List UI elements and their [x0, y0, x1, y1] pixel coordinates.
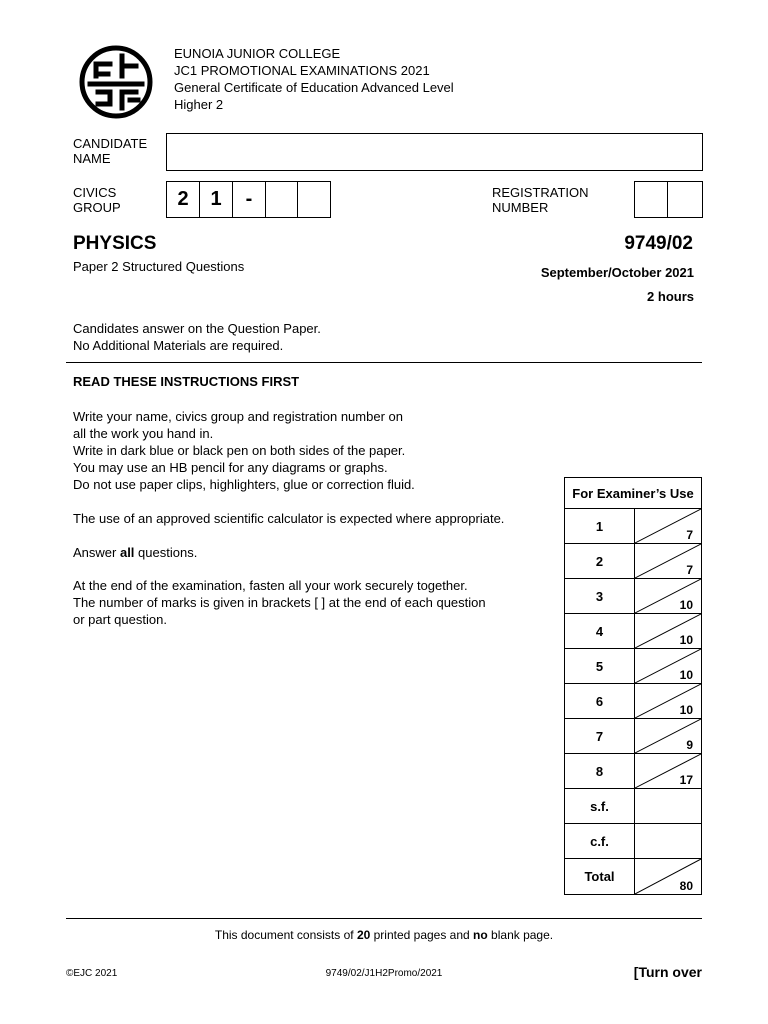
examiner-question-label: 6 [565, 684, 635, 718]
examiner-row [565, 684, 701, 719]
examiner-max-mark: 17 [679, 773, 693, 787]
certificate-title: General Certificate of Education Advanced Level [174, 80, 454, 95]
examiner-row [565, 754, 701, 789]
candidate-name-field[interactable] [166, 133, 703, 171]
civics-group-cell-2[interactable]: 1 [199, 181, 233, 218]
answer-all-instruction: Answer all questions. [73, 545, 198, 560]
examiner-question-label: 5 [565, 649, 635, 683]
examiner-max-mark: 10 [679, 703, 693, 717]
instructions-heading: READ THESE INSTRUCTIONS FIRST [73, 374, 300, 389]
divider-top [66, 362, 702, 363]
copyright: ©EJC 2021 [66, 968, 118, 979]
examiner-mark-cell[interactable] [635, 684, 701, 718]
examiner-row [565, 544, 701, 579]
registration-number-cell-2[interactable] [667, 181, 703, 218]
examiner-mark-cell[interactable] [635, 719, 701, 753]
end-instructions: At the end of the examination, fasten all your work securely together. The number of marks is given in brackets [ ] at the end of each question or part question. [73, 578, 486, 627]
examiner-max-mark: 10 [679, 668, 693, 682]
calculator-instruction: The use of an approved scientific calculator is expected where appropriate. [73, 511, 505, 526]
exam-duration: 2 hours [647, 289, 694, 304]
examiner-question-label: 4 [565, 614, 635, 648]
examiner-max-mark: 10 [679, 598, 693, 612]
examiner-row [565, 859, 701, 894]
examiner-question-label: s.f. [565, 789, 635, 823]
examiner-row [565, 614, 701, 649]
examiner-use-table [564, 477, 702, 895]
examiner-mark-cell[interactable] [635, 614, 701, 648]
answer-note: Candidates answer on the Question Paper. [73, 321, 321, 336]
examiner-question-label: 2 [565, 544, 635, 578]
examiner-question-label: Total [565, 859, 635, 894]
examiner-max-mark: 10 [679, 633, 693, 647]
examiner-row [565, 649, 701, 684]
college-logo [78, 44, 154, 120]
examiner-mark-cell[interactable] [635, 579, 701, 613]
examiner-max-mark: 7 [686, 563, 693, 577]
candidate-name-label: CANDIDATE NAME [73, 136, 148, 166]
subject-title: PHYSICS [73, 233, 157, 254]
examiner-mark-cell[interactable] [635, 754, 701, 788]
paper-subtitle: Paper 2 Structured Questions [73, 259, 245, 274]
civics-group-cell-4[interactable] [265, 181, 298, 218]
examiner-row [565, 719, 701, 754]
examiner-row [565, 579, 701, 614]
examiner-question-label: 8 [565, 754, 635, 788]
registration-number-label: REGISTRATION NUMBER [492, 185, 589, 215]
registration-number-cell-1[interactable] [634, 181, 668, 218]
examiner-row [565, 509, 701, 544]
examiner-mark-cell[interactable] [635, 789, 701, 823]
examiner-mark-cell[interactable] [635, 824, 701, 858]
examiner-mark-cell[interactable] [635, 859, 701, 894]
turn-over: [Turn over [633, 964, 702, 980]
page-count-note: This document consists of 20 printed pages and no blank page. [214, 928, 554, 942]
examiner-question-label: 3 [565, 579, 635, 613]
examiner-max-mark: 80 [679, 879, 693, 893]
school-name: EUNOIA JUNIOR COLLEGE [174, 46, 341, 61]
examiner-row [565, 789, 701, 824]
civics-group-cell-3[interactable]: - [232, 181, 266, 218]
examiner-row [565, 824, 701, 859]
exam-title: JC1 PROMOTIONAL EXAMINATIONS 2021 [174, 63, 430, 78]
civics-group-cell-1[interactable]: 2 [166, 181, 200, 218]
examiner-question-label: c.f. [565, 824, 635, 858]
civics-group-label: CIVICS GROUP [73, 185, 121, 215]
examiner-question-label: 7 [565, 719, 635, 753]
examiner-mark-cell[interactable] [635, 649, 701, 683]
instructions-general: Write your name, civics group and registration number on all the work you hand in. Write in dark blue or black pen on both sides of the paper. You may use an HB pencil for any diagrams or graphs. Do not use paper clips, highlighters, glue or correction fluid. [73, 409, 415, 492]
materials-note: No Additional Materials are required. [73, 338, 284, 353]
examiner-max-mark: 7 [686, 528, 693, 542]
examiner-use-heading: For Examiner’s Use [565, 478, 701, 509]
level-title: Higher 2 [174, 97, 224, 112]
exam-session: September/October 2021 [540, 265, 694, 280]
examiner-max-mark: 9 [686, 738, 693, 752]
document-reference: 9749/02/J1H2Promo/2021 [325, 968, 443, 979]
examiner-question-label: 1 [565, 509, 635, 543]
paper-code: 9749/02 [624, 233, 693, 254]
divider-bottom [66, 918, 702, 919]
civics-group-cell-5[interactable] [297, 181, 331, 218]
examiner-mark-cell[interactable] [635, 544, 701, 578]
examiner-mark-cell[interactable] [635, 509, 701, 543]
